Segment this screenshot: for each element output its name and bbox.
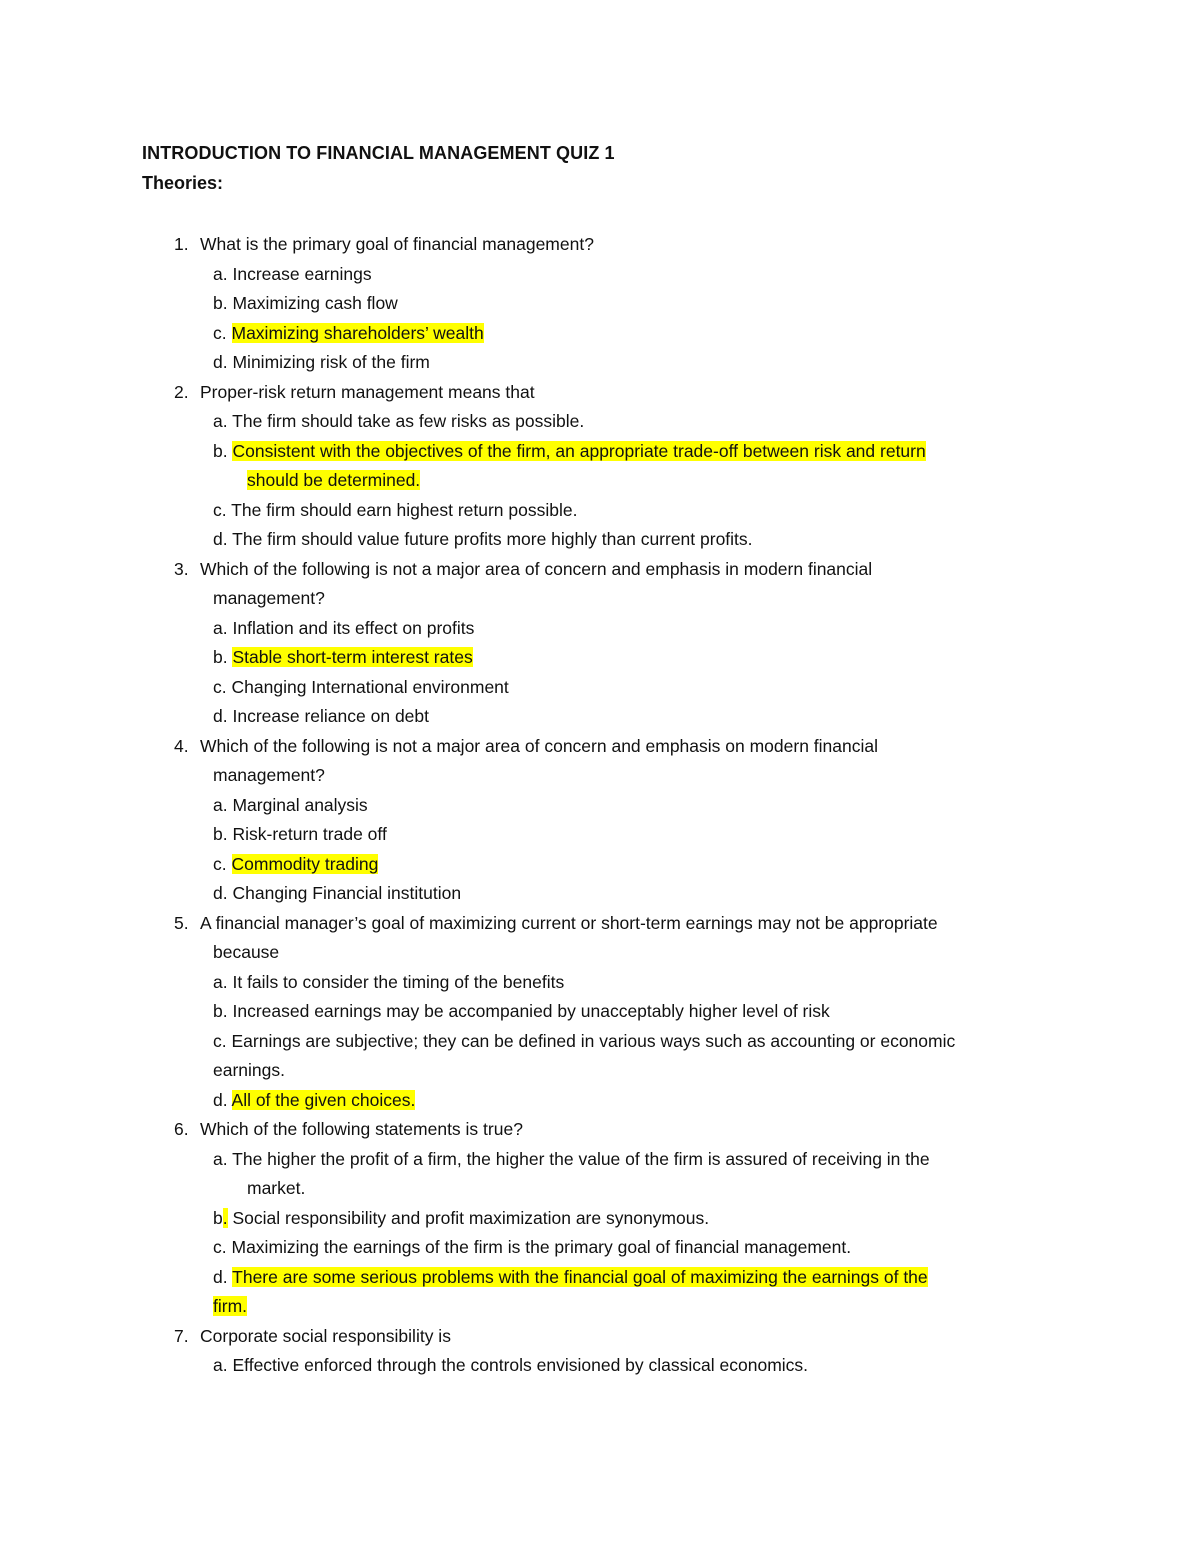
- option-letter: d.: [213, 883, 228, 903]
- option-text: Minimizing risk of the firm: [232, 352, 430, 372]
- option-letter: d.: [213, 352, 228, 372]
- option-text: Risk-return trade off: [232, 824, 387, 844]
- question-stem: [0, 1322, 1200, 1350]
- answer-option: [0, 997, 1200, 1025]
- option-letter: a.: [213, 794, 228, 815]
- option-letter: c.: [213, 676, 227, 697]
- answer-option: [0, 1027, 1200, 1055]
- question-text-continued: because: [213, 942, 280, 962]
- answer-option: [0, 319, 1200, 347]
- option-letter-dot: .: [222, 1207, 228, 1228]
- answer-option: [0, 1145, 1200, 1173]
- option-text: Marginal analysis: [232, 794, 368, 815]
- question-number: 6.: [174, 1119, 189, 1139]
- question-number: 1.: [174, 234, 189, 254]
- highlighted-answer: should be determined.: [247, 470, 421, 490]
- answer-option: [0, 968, 1200, 996]
- option-letter: b.: [213, 824, 228, 844]
- option-letter: b.: [213, 1001, 228, 1021]
- option-letter: c.: [213, 1237, 227, 1257]
- question-stem: [0, 1115, 1200, 1143]
- option-letter-char: b: [213, 1207, 223, 1228]
- question-stem: [0, 909, 1200, 937]
- option-text: Changing Financial institution: [232, 883, 462, 903]
- answer-option: [0, 1086, 1200, 1114]
- question-number: 3.: [174, 558, 189, 579]
- question-item: [0, 555, 1200, 731]
- option-text: Increased earnings may be accompanied by unacceptably higher level of risk: [232, 1001, 830, 1021]
- question-list: [0, 230, 1200, 1381]
- answer-option: [0, 437, 1200, 465]
- option-letter: [213, 1208, 228, 1228]
- answer-option: [0, 850, 1200, 878]
- question-stem: [0, 732, 1200, 760]
- question-text: What is the primary goal of financial management?: [200, 234, 594, 254]
- answer-option: [0, 289, 1200, 317]
- question-number: 5.: [174, 912, 189, 933]
- option-text: The firm should earn highest return possible.: [231, 499, 578, 520]
- question-item: [0, 1322, 1200, 1380]
- answer-option: [0, 820, 1200, 848]
- question-stem: [0, 555, 1200, 583]
- option-text: earnings.: [213, 1060, 285, 1080]
- option-letter: b.: [213, 440, 228, 461]
- option-text-continued: [0, 1056, 1200, 1084]
- question-stem: [0, 230, 1200, 258]
- section-heading: Theories:: [142, 173, 224, 193]
- option-text: It fails to consider the timing of the benefits: [232, 971, 565, 992]
- option-letter: a.: [213, 971, 228, 992]
- highlighted-answer: Commodity trading: [231, 853, 379, 874]
- option-letter: d.: [213, 706, 228, 726]
- option-text: Changing International environment: [231, 676, 509, 697]
- question-item: [0, 909, 1200, 1114]
- document-title: INTRODUCTION TO FINANCIAL MANAGEMENT QUIZ 1: [142, 143, 615, 163]
- question-item: [0, 230, 1200, 376]
- answer-option: [0, 407, 1200, 435]
- option-letter: a.: [213, 617, 228, 638]
- option-letter: d.: [213, 529, 228, 549]
- question-text: Proper-risk return management means that: [200, 381, 535, 402]
- answer-option: [0, 614, 1200, 642]
- option-text: Earnings are subjective; they can be defined in various ways such as accounting or economic: [231, 1030, 956, 1051]
- option-text: market.: [247, 1178, 306, 1198]
- question-text-continued: management?: [213, 588, 325, 608]
- answer-option: [0, 791, 1200, 819]
- answer-option: [0, 260, 1200, 288]
- answer-option: [0, 1204, 1200, 1232]
- option-letter: a.: [213, 263, 228, 284]
- option-text: Social responsibility and profit maximization are synonymous.: [232, 1207, 710, 1228]
- highlighted-answer: There are some serious problems with the financial goal of maximizing the earnings of the: [232, 1266, 928, 1287]
- highlighted-answer: All of the given choices.: [231, 1089, 416, 1110]
- option-text: The firm should value future profits more highly than current profits.: [232, 529, 753, 549]
- question-number: 7.: [174, 1325, 189, 1346]
- answer-option: [0, 1351, 1200, 1379]
- option-text: Maximizing cash flow: [232, 293, 398, 313]
- option-text: Effective enforced through the controls envisioned by classical economics.: [232, 1355, 809, 1375]
- question-text: Which of the following is not a major area of concern and emphasis on modern financial: [200, 735, 879, 756]
- option-letter: d.: [213, 1089, 228, 1110]
- question-text: Corporate social responsibility is: [200, 1325, 451, 1346]
- answer-option: [0, 702, 1200, 730]
- answer-option: [0, 525, 1200, 553]
- option-text: Increase reliance on debt: [232, 706, 430, 726]
- question-item: [0, 1115, 1200, 1320]
- option-text-continued: [0, 1174, 1200, 1202]
- option-letter: a.: [213, 1355, 228, 1375]
- option-text: Inflation and its effect on profits: [232, 617, 475, 638]
- option-letter: c.: [213, 322, 227, 343]
- question-item: [0, 732, 1200, 908]
- option-text: Increase earnings: [232, 263, 372, 284]
- highlighted-answer: Stable short-term interest rates: [232, 647, 473, 667]
- question-text: Which of the following statements is true?: [200, 1119, 523, 1139]
- option-letter: a.: [213, 411, 228, 431]
- highlighted-answer: Maximizing shareholders’ wealth: [231, 322, 484, 343]
- answer-option: [0, 1233, 1200, 1261]
- option-text: The higher the profit of a firm, the higher the value of the firm is assured of receiving in the: [232, 1148, 930, 1169]
- answer-option: [0, 1263, 1200, 1291]
- answer-option: [0, 673, 1200, 701]
- question-text: A financial manager’s goal of maximizing current or short-term earnings may not be appropriate: [200, 912, 938, 933]
- option-letter: c.: [213, 499, 227, 520]
- option-letter: c.: [213, 853, 227, 874]
- question-item: [0, 378, 1200, 554]
- answer-option: [0, 496, 1200, 524]
- option-letter: d.: [213, 1266, 228, 1287]
- highlighted-answer: firm.: [213, 1296, 248, 1316]
- highlighted-answer: Consistent with the objectives of the firm, an appropriate trade-off between risk and return: [232, 440, 926, 461]
- option-text: Maximizing the earnings of the firm is the primary goal of financial management.: [231, 1237, 852, 1257]
- option-letter: b.: [213, 293, 228, 313]
- question-text: Which of the following is not a major area of concern and emphasis in modern financial: [200, 558, 873, 579]
- answer-option: [0, 643, 1200, 671]
- option-letter: b.: [213, 647, 228, 667]
- option-text-continued: [0, 466, 1200, 494]
- answer-option: [0, 879, 1200, 907]
- question-stem: [0, 378, 1200, 406]
- option-letter: a.: [213, 1148, 228, 1169]
- option-text: The firm should take as few risks as possible.: [232, 411, 585, 431]
- option-text-continued: [0, 1292, 1200, 1320]
- question-number: 4.: [174, 735, 189, 756]
- option-letter: c.: [213, 1030, 227, 1051]
- question-number: 2.: [174, 381, 189, 402]
- question-text-continued: management?: [213, 765, 325, 785]
- answer-option: [0, 348, 1200, 376]
